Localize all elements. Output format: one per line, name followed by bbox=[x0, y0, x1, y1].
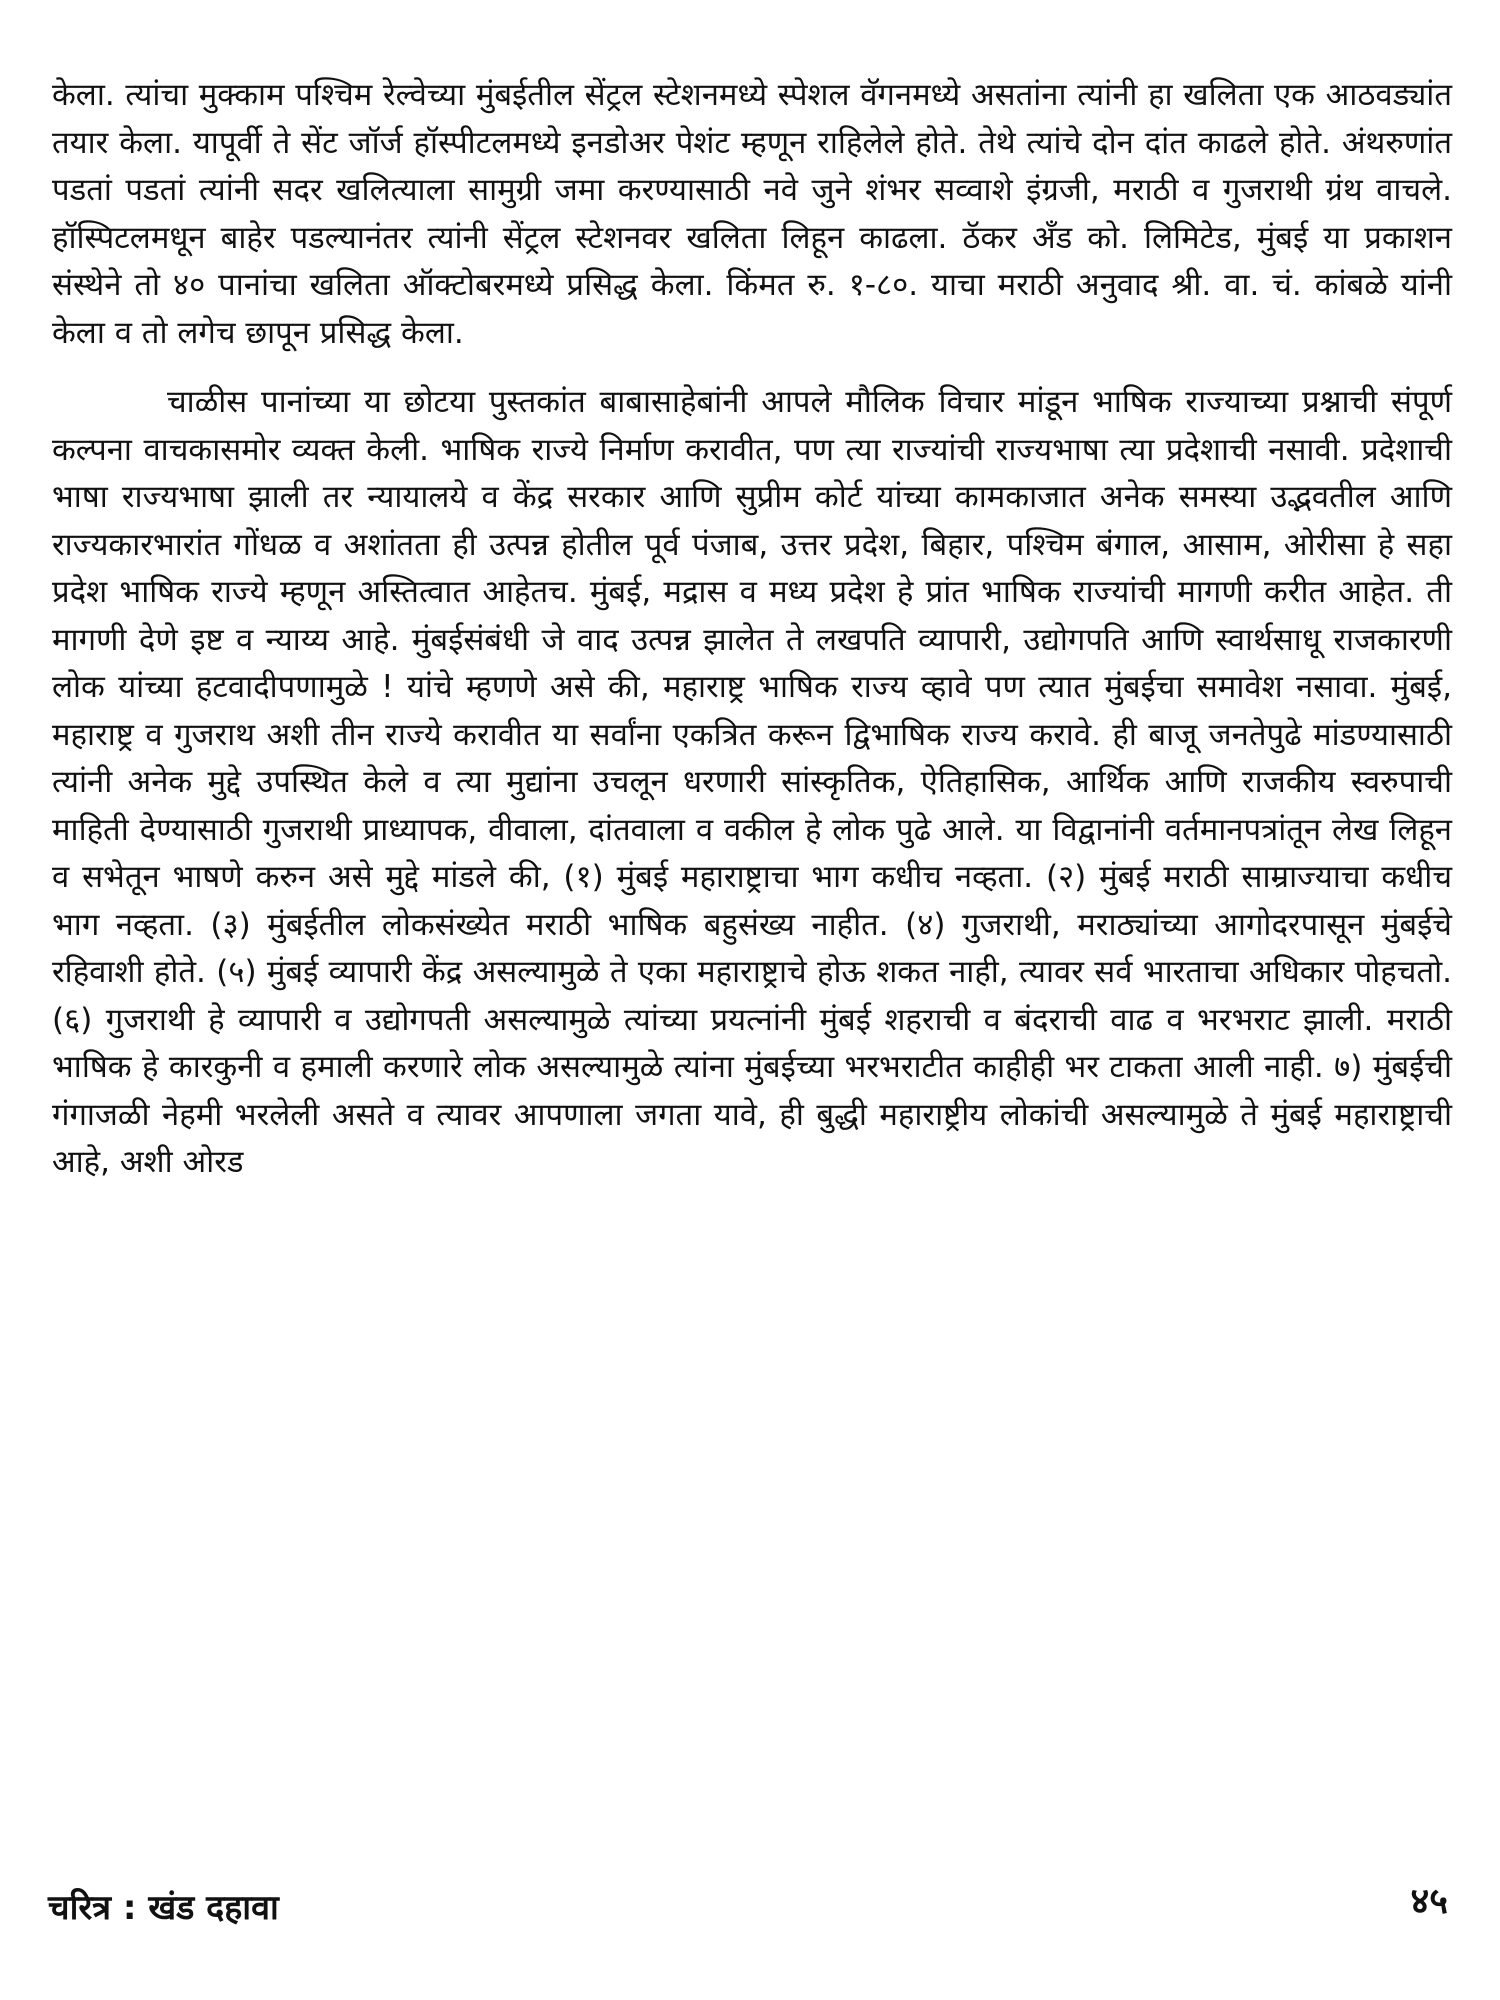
body-text bbox=[52, 72, 1452, 1187]
footer-book-title: चरित्र : खंड दहावा bbox=[48, 1888, 279, 1928]
page-number: ४५ bbox=[1410, 1881, 1448, 1922]
paragraph-main: चाळीस पानांच्या या छोटया पुस्तकांत बाबासाहेबांनी आपले मौलिक विचार मांडून भाषिक राज्याच्या प्रश्नाची संपूर्ण कल्पना वाचकासमोर व्यक्त केली. भाषिक राज्ये निर्माण करावीत, पण त्या राज्यांची राज्यभाषा त्या प्रदेशाची नसावी. प्रदेशाची भाषा राज्यभाषा झाली तर न्यायालये व केंद्र सरकार आणि सुप्रीम कोर्ट यांच्या कामकाजात अनेक समस्या उद्भवतील आणि राज्यकारभारांत गोंधळ व अशांतता ही उत्पन्न होतील पूर्व पंजाब, उत्तर प्रदेश, बिहार, पश्चिम बंगाल, आसाम, ओरीसा हे सहा प्रदेश भाषिक राज्ये म्हणून अस्तित्वात आहेतच. मुंबई, मद्रास व मध्य प्रदेश हे प्रांत भाषिक राज्यांची मागणी करीत आहेत. ती मागणी देणे इष्ट व न्याय्य आहे. मुंबईसंबंधी जे वाद उत्पन्न झालेत ते लखपति व्यापारी, उद्योगपति आणि स्वार्थसाधू राजकारणी लोक यांच्या हटवादीपणामुळे ! यांचे म्हणणे असे की, महाराष्ट्र भाषिक राज्य व्हावे पण त्यात मुंबईचा समावेश नसावा. मुंबई, महाराष्ट्र व गुजराथ अशी तीन राज्ये करावीत या सर्वांना एकत्रित करून द्विभाषिक राज्य करावे. ही बाजू जनतेपुढे मांडण्यासाठी त्यांनी अनेक मुद्दे उपस्थित केले व त्या मुद्यांना उचलून धरणारी सांस्कृतिक, ऐतिहासिक, आर्थिक आणि राजकीय स्वरुपाची माहिती देण्यासाठी गुजराथी प्राध्यापक, वीवाला, दांतवाला व वकील हे लोक पुढे आले. या विद्वानांनी वर्तमानपत्रांतून लेख लिहून व सभेतून भाषणे करुन असे मुद्दे मांडले की, (१) मुंबई महाराष्ट्राचा भाग कधीच नव्हता. (२) मुंबई मराठी साम्राज्याचा कधीच भाग नव्हता. (३) मुंबईतील लोकसंख्येत मराठी भाषिक बहुसंख्य नाहीत. (४) गुजराथी, मराठ्यांच्या आगोदरपासून मुंबईचे रहिवाशी होते. (५) मुंबई व्यापारी केंद्र असल्यामुळे ते एका महाराष्ट्राचे होऊ शकत नाही, त्यावर सर्व भारताचा अधिकार पोहचतो. (६) गुजराथी हे व्यापारी व उद्योगपती असल्यामुळे त्यांच्या प्रयत्नांनी मुंबई शहराची व बंदराची वाढ व भरभराट झाली. मराठी भाषिक हे कारकुनी व हमाली करणारे लोक असल्यामुळे त्यांना मुंबईच्या भरभराटीत काहीही भर टाकता आली नाही. ७) मुंबईची गंगाजळी नेहमी भरलेली असते व त्यावर आपणाला जगता यावे, ही बुद्धी महाराष्ट्रीय लोकांची असल्यामुळे ते मुंबई महाराष्ट्राची आहे, अशी ओरड bbox=[52, 384, 1453, 1180]
paragraph-continuation: केला. त्यांचा मुक्काम पश्चिम रेल्वेच्या मुंबईतील सेंट्रल स्टेशनमध्ये स्पेशल वॅगनमध्ये असतांना त्यांनी हा खलिता एक आठवड्यांत तयार केला. यापूर्वी ते सेंट जॉर्ज हॉस्पीटलमध्ये इनडोअर पेशंट म्हणून राहिलेले होते. तेथे त्यांचे दोन दांत काढले होते. अंथरुणांत पडतां पडतां त्यांनी सदर खलित्याला सामुग्री जमा करण्यासाठी नवे जुने शंभर सव्वाशे इंग्रजी, मराठी व गुजराथी ग्रंथ वाचले. हॉस्पिटलमधून बाहेर पडल्यानंतर त्यांनी सेंट्रल स्टेशनवर खलिता लिहून काढला. ठॅकर अँड को. लिमिटेड, मुंबई या प्रकाशन संस्थेने तो ४० पानांचा खलिता ऑक्टोबरमध्ये प्रसिद्ध केला. किंमत रु. १-८०. याचा मराठी अनुवाद श्री. वा. चं. कांबळे यांनी केला व तो लगेच छापून प्रसिद्ध केला. bbox=[52, 77, 1452, 351]
